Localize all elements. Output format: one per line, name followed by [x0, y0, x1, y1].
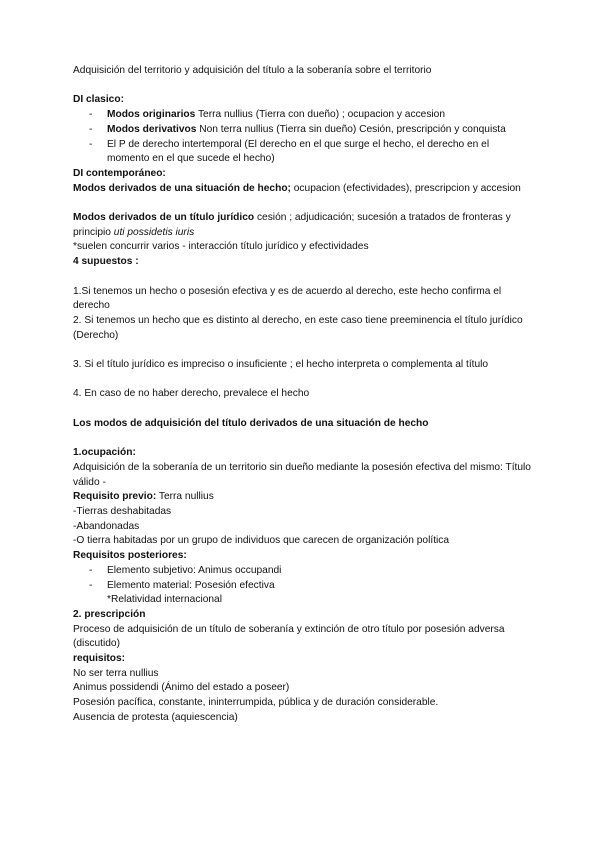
- list-item-text: El P de derecho intertemporal (El derecho en el que surge el hecho, el derecho en el momento en el que sucede el hecho): [107, 138, 490, 165]
- list-item-text: Terra nullius (Tierra con dueño) ; ocupacion y accesion: [195, 109, 446, 121]
- supuestos-heading: 4 supuestos :: [73, 256, 139, 268]
- requisitos-posteriores-heading: Requisitos posteriores:: [73, 550, 187, 562]
- list-item-bold: Modos originarios: [107, 109, 196, 121]
- terra-nullius-item: -Tierras deshabitadas: [73, 505, 172, 517]
- list-item: - Elemento subjetivo: Animus occupandi: [73, 564, 533, 579]
- ocupacion-definition: Adquisición de la soberanía de un territorio sin dueño mediante la posesión efectiva del mismo: Título válido -: [73, 461, 531, 488]
- supuesto-4: 4. En caso de no haber derecho, prevalece el hecho: [73, 388, 310, 400]
- modos-titulo-label: Modos derivados de un título jurídico: [73, 212, 255, 223]
- list-item-bold: Modos derivativos: [107, 123, 197, 135]
- supuesto-1: 1.Si tenemos un hecho o posesión efectiva y es de acuerdo al derecho, este hecho confirma el derecho: [73, 285, 502, 312]
- modos-hecho-paragraph: [73, 182, 533, 197]
- requisito-item: Animus possidendi (Ánimo del estado a poseer): [73, 682, 290, 694]
- requisito-item: Ausencia de protesta (aquiescencia): [73, 711, 238, 723]
- requisitos-heading: requisitos:: [73, 653, 126, 665]
- section-heading: Los modos de adquisición del título derivados de una situación de hecho: [73, 417, 429, 429]
- prescripcion-heading: 2. prescripción: [73, 608, 146, 620]
- modos-hecho-text: ocupacion (efectividades), prescripcion y accesion: [290, 182, 521, 194]
- di-clasico-list: [73, 108, 533, 167]
- relatividad-note: *Relatividad internacional: [107, 594, 222, 606]
- list-item: [73, 123, 533, 138]
- modos-titulo-text: cesión ; adjudicación; sucesión a tratados de fronteras y principio: [73, 212, 511, 238]
- list-item: - Elemento material: Posesión efectiva: [73, 579, 533, 594]
- document-title: Adquisición del territorio y adquisición del título a la soberanía sobre el territorio: [73, 65, 432, 76]
- list-item: [73, 138, 533, 167]
- uti-possidetis-text: uti possidetis iuris: [113, 226, 195, 238]
- list-item-text: Non terra nullius (Tierra sin dueño) Cesión, prescripción y conquista: [196, 123, 506, 135]
- requisito-item: Posesión pacífica, constante, ininterrumpida, pública y de duración considerable.: [73, 697, 439, 709]
- terra-nullius-item: -O tierra habitadas por un grupo de individuos que carecen de organización política: [73, 535, 450, 547]
- supuesto-2: 2. Si tenemos un hecho que es distinto al derecho, en este caso tiene preeminencia el título jurídico (Derecho): [73, 314, 523, 341]
- requisito-previo-text: Terra nullius: [156, 491, 214, 503]
- ocupacion-heading: 1.ocupación:: [73, 447, 136, 459]
- terra-nullius-item: -Abandonadas: [73, 520, 140, 532]
- prescripcion-definition: Proceso de adquisición de un título de soberanía y extinción de otro título por posesión adversa (discutido): [73, 623, 505, 650]
- requisitos-posteriores-list: [73, 564, 533, 593]
- di-clasico-heading: DI clasico:: [73, 94, 124, 106]
- modos-titulo-paragraph: [73, 211, 533, 240]
- supuesto-3: 3. Si el título jurídico es impreciso o insuficiente ; el hecho interpreta o complementa al título: [73, 359, 489, 370]
- requisito-previo-label: Requisito previo:: [73, 491, 157, 503]
- concurrir-note: *suelen concurrir varios - interacción título jurídico y efectividades: [73, 241, 369, 253]
- requisito-previo: [73, 490, 533, 505]
- requisito-item: No ser terra nullius: [73, 667, 159, 679]
- document-body: [73, 64, 533, 726]
- modos-hecho-label: Modos derivados de una situación de hecho;: [73, 182, 291, 194]
- list-item: [73, 108, 533, 123]
- di-contemporaneo-heading: DI contemporáneo:: [73, 167, 166, 179]
